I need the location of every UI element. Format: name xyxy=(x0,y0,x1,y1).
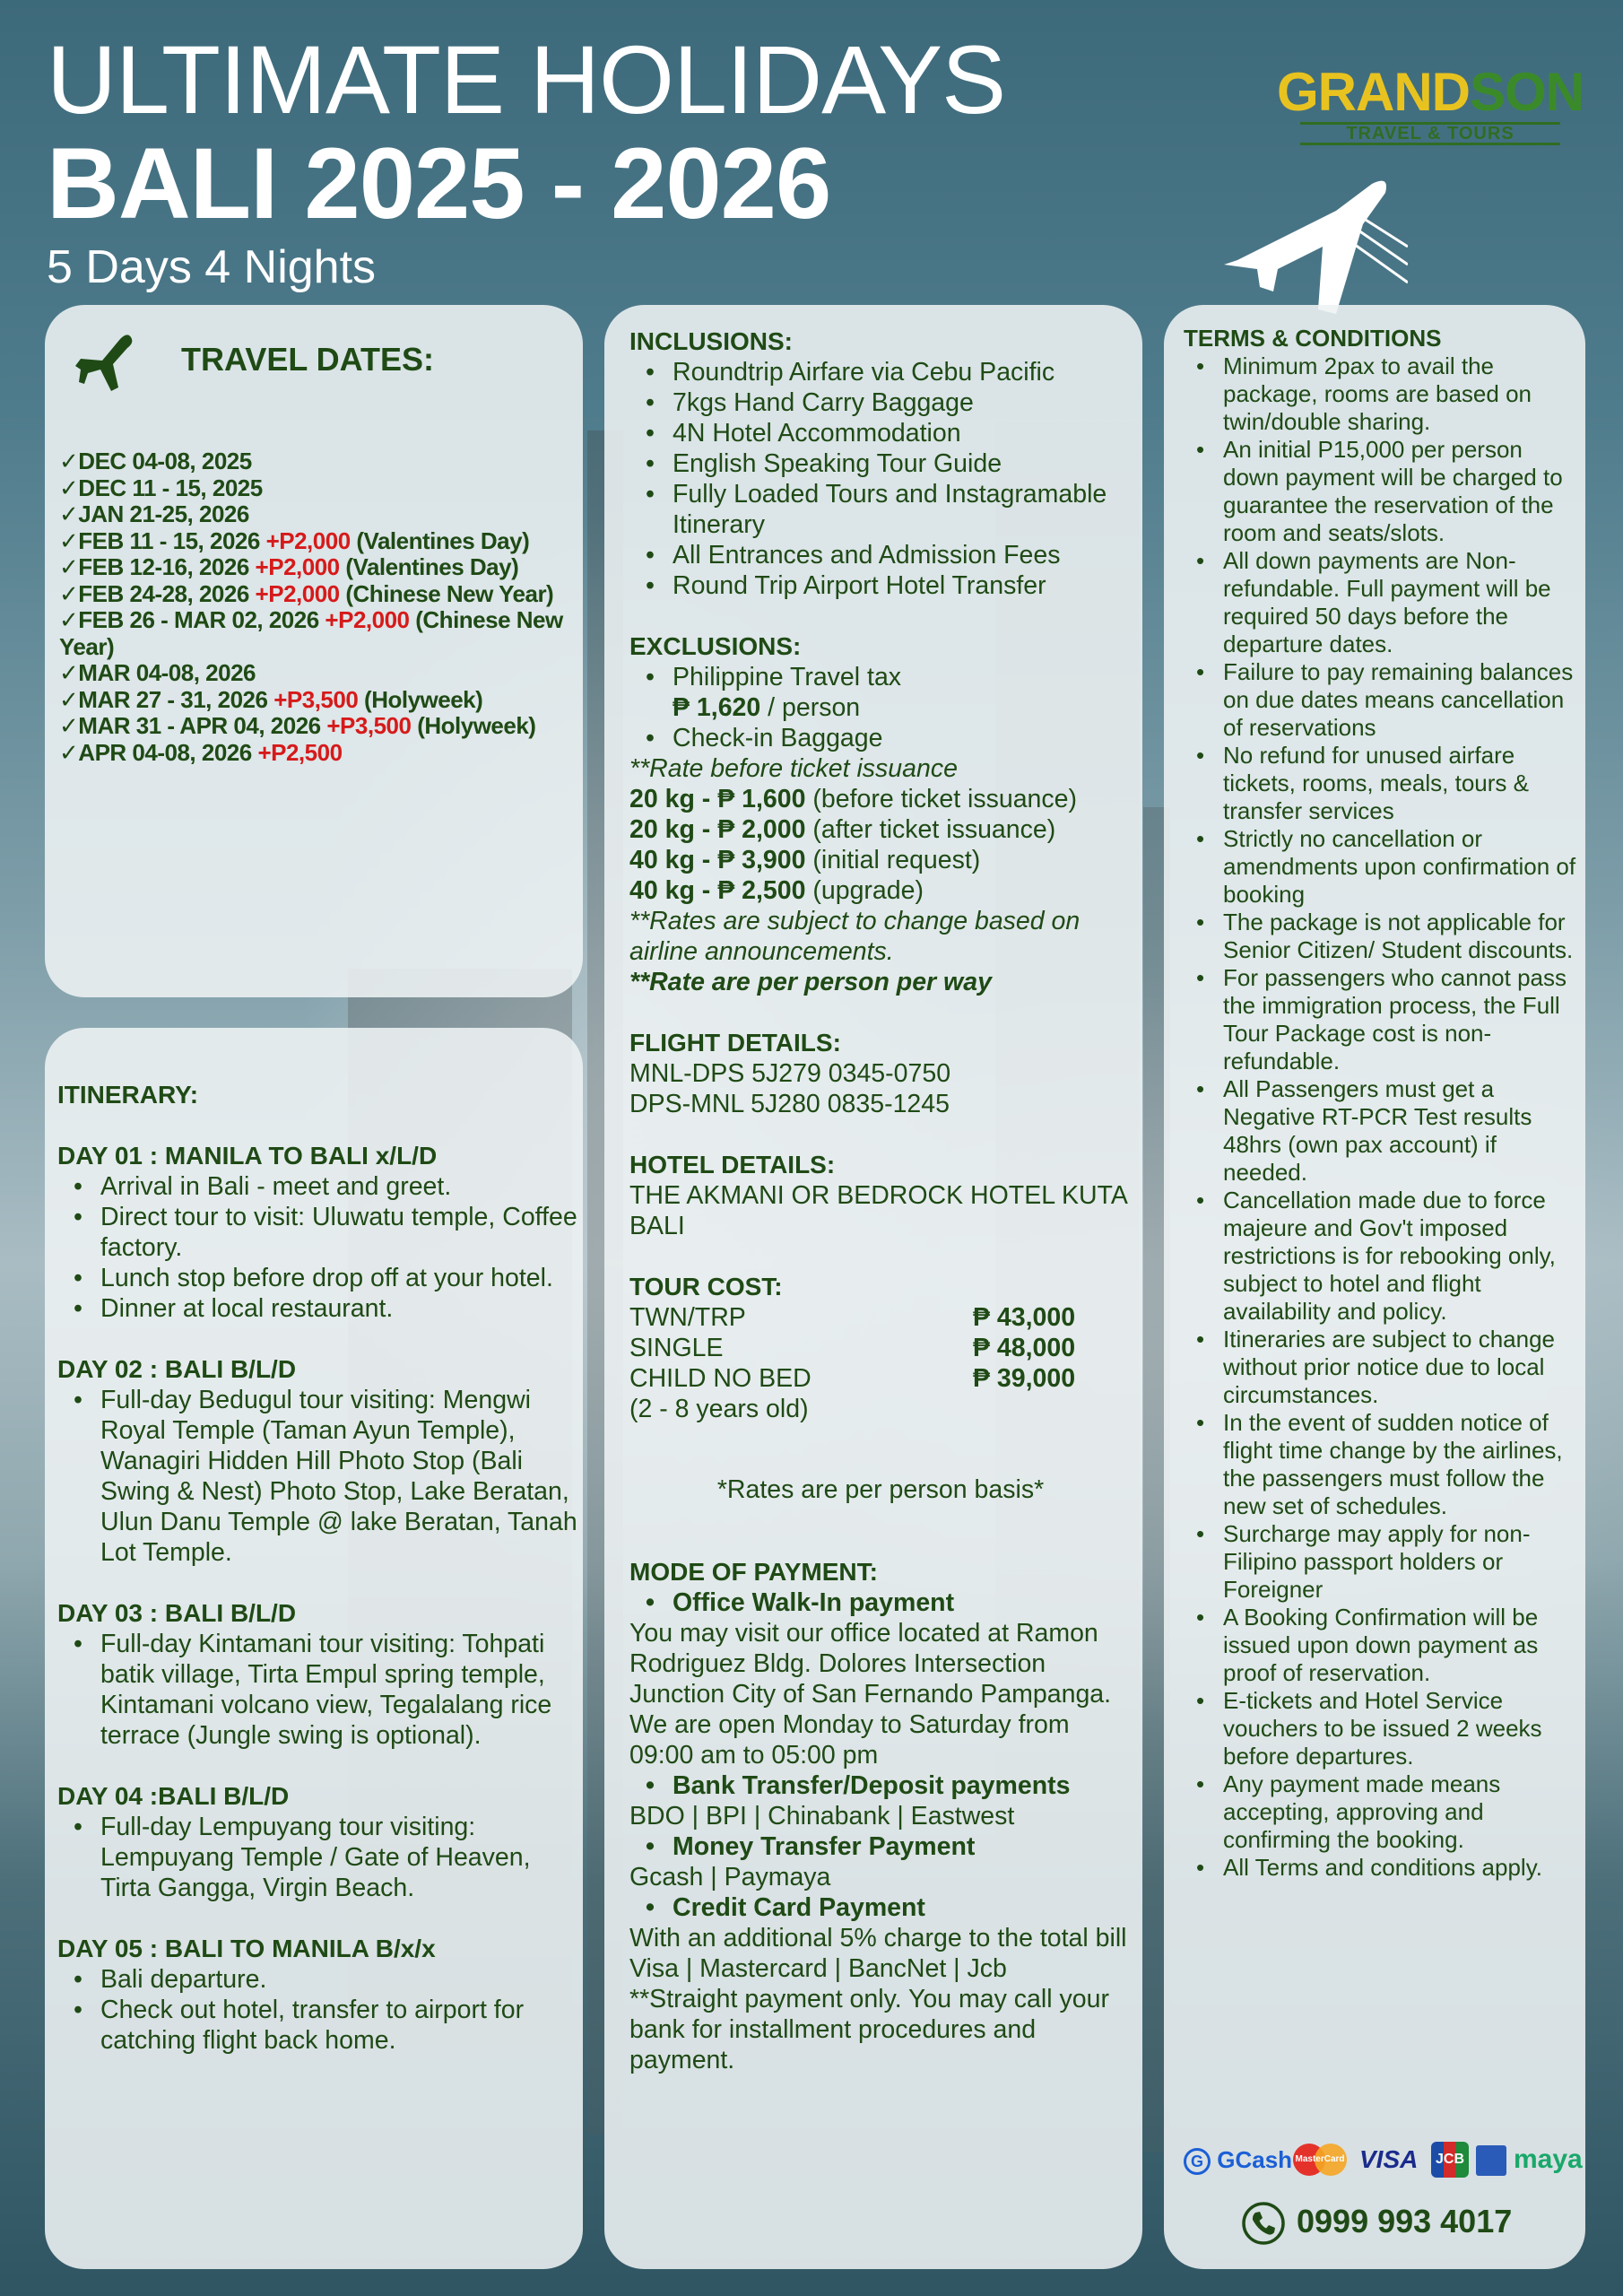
travel-dates-title: TRAVEL DATES: xyxy=(181,341,435,378)
contact-phone[interactable] xyxy=(1241,2197,1546,2246)
inclusions-title: INCLUSIONS: xyxy=(629,327,793,355)
travel-date: MAR 31 - APR 04, 2026 xyxy=(78,712,321,739)
per-way-note: **Rate are per person per way xyxy=(629,968,992,996)
hotel-title: HOTEL DETAILS: xyxy=(629,1151,836,1178)
travel-date-item xyxy=(59,713,579,740)
terms-item: • An initial P15,000 per person down payment will be charged to guarantee the reservation of the room and seats/slots. xyxy=(1184,436,1578,547)
inclusion-item: • 4N Hotel Accommodation xyxy=(629,418,1132,448)
itinerary-title: ITINERARY: xyxy=(57,1081,199,1109)
exclusions-title: EXCLUSIONS: xyxy=(629,632,802,660)
baggage-desc: (upgrade) xyxy=(805,876,924,905)
rates-basis-note: *Rates are per person basis* xyxy=(716,1475,1045,1504)
itinerary-item: • Full-day Kintamani tour visiting: Tohpati batik village, Tirta Empul spring temple, Kintamani volcano view, Tegalalang rice terrace (Jungle swing is optional). xyxy=(57,1629,577,1751)
payment-card-text: With an additional 5% charge to the total bill xyxy=(629,1924,1127,1952)
logo-brand-right: SON xyxy=(1469,62,1584,122)
phone-number: 0999 993 4017 xyxy=(1297,2203,1513,2239)
baggage-rates xyxy=(629,784,1132,906)
check-icon: ✓ xyxy=(59,579,79,607)
baggage-weight: 20 kg - ₱ 1,600 xyxy=(629,785,806,813)
baggage-weight: 40 kg - ₱ 2,500 xyxy=(629,876,806,905)
date-surcharge: +P3,500 xyxy=(273,685,359,713)
itinerary-item: • Full-day Lempuyang tour visiting: Lempuyang Temple / Gate of Heaven, Tirta Gangga, Virgin Beach. xyxy=(57,1812,577,1903)
itinerary-item: • Bali departure. xyxy=(57,1964,577,1995)
itinerary-day-list xyxy=(57,1964,577,2056)
itinerary-day-title: DAY 03 : BALI B/L/D xyxy=(57,1599,297,1627)
itinerary-section xyxy=(57,1080,577,2056)
check-icon: ✓ xyxy=(59,659,79,686)
date-note: (Chinese New Year) xyxy=(59,606,563,660)
jcb-logo: JCB xyxy=(1431,2142,1469,2178)
travel-date-item xyxy=(59,660,579,687)
terms-title: TERMS & CONDITIONS xyxy=(1184,325,1442,352)
check-icon: ✓ xyxy=(59,553,79,580)
travel-date: MAR 04-08, 2026 xyxy=(78,659,256,686)
exclusions-list xyxy=(629,662,1132,753)
baggage-rate xyxy=(629,845,1132,875)
date-surcharge: +P2,500 xyxy=(257,738,343,766)
flight-title: FLIGHT DETAILS: xyxy=(629,1029,841,1057)
travel-date-item xyxy=(59,448,579,475)
travel-dates-header xyxy=(75,328,560,400)
payment-money-title: • Money Transfer Payment xyxy=(629,1831,1132,1862)
travel-date: FEB 26 - MAR 02, 2026 xyxy=(78,606,319,633)
check-icon: ✓ xyxy=(59,448,79,474)
date-note: (Valentines Day) xyxy=(356,526,530,554)
check-icon: ✓ xyxy=(59,685,79,713)
check-icon: ✓ xyxy=(59,606,79,633)
itinerary-day-list xyxy=(57,1812,577,1903)
travel-date: FEB 11 - 15, 2026 xyxy=(78,526,260,554)
inclusion-item: • All Entrances and Admission Fees xyxy=(629,540,1132,570)
travel-date: DEC 11 - 15, 2025 xyxy=(78,474,263,501)
flight-line: DPS-MNL 5J280 0835-1245 xyxy=(629,1090,950,1118)
payment-office-title: • Office Walk-In payment xyxy=(629,1587,1132,1618)
spacer xyxy=(57,1751,577,1781)
terms-list xyxy=(1184,352,1578,1882)
baggage-weight: 40 kg - ₱ 3,900 xyxy=(629,846,806,874)
payment-card-note: **Straight payment only. You may call your bank for installment procedures and payment. xyxy=(629,1985,1109,2074)
travel-date: FEB 12-16, 2026 xyxy=(78,553,249,580)
itinerary-item: • Check out hotel, transfer to airport for catching flight back home. xyxy=(57,1995,577,2056)
baggage-desc: (after ticket issuance) xyxy=(805,815,1056,844)
spacer xyxy=(57,1568,577,1598)
baggage-rate xyxy=(629,875,1132,906)
date-note: (Chinese New Year) xyxy=(345,579,554,607)
baggage-desc: (initial request) xyxy=(805,846,981,874)
spacer xyxy=(57,1903,577,1934)
tax-amount: ₱ 1,620 xyxy=(673,693,761,722)
travel-dates-list xyxy=(59,448,579,766)
terms-item: • All Passengers must get a Negative RT-PCR Test results 48hrs (own pax account) if needed. xyxy=(1184,1075,1578,1187)
terms-item: • Minimum 2pax to avail the package, rooms are based on twin/double sharing. xyxy=(1184,352,1578,436)
cost-row: CHILD NO BED ₱ 39,000 xyxy=(629,1364,1076,1393)
child-age: (2 - 8 years old) xyxy=(629,1395,809,1423)
travel-date-item xyxy=(59,740,579,767)
date-surcharge: +P2,000 xyxy=(255,553,340,580)
mastercard-logo: MasterCard xyxy=(1293,2142,1350,2178)
terms-item: • Itineraries are subject to change without prior notice due to local circumstances. xyxy=(1184,1326,1578,1409)
itinerary-day-list xyxy=(57,1385,577,1568)
gcash-logo: G GCash xyxy=(1184,2142,1292,2178)
travel-date-item xyxy=(59,687,579,714)
bancnet-logo xyxy=(1476,2145,1506,2176)
check-icon: ✓ xyxy=(59,474,79,501)
itinerary-days xyxy=(57,1141,577,2056)
inclusion-item: • Roundtrip Airfare via Cebu Pacific xyxy=(629,357,1132,387)
duration-text: 5 Days 4 Nights xyxy=(47,241,377,293)
spacer xyxy=(57,1324,577,1354)
terms-item: • No refund for unused airfare tickets, rooms, meals, tours & transfer services xyxy=(1184,742,1578,825)
terms-item: • E-tickets and Hotel Service vouchers to be issued 2 weeks before departures. xyxy=(1184,1687,1578,1770)
cost-row: SINGLE ₱ 48,000 xyxy=(629,1334,1076,1362)
details-section xyxy=(629,326,1132,2075)
payment-card-brands: Visa | Mastercard | BancNet | Jcb xyxy=(629,1954,1007,1983)
itinerary-item: • Direct tour to visit: Uluwatu temple, Coffee factory. xyxy=(57,1202,577,1263)
payment-money-text: Gcash | Paymaya xyxy=(629,1863,831,1892)
exclusion-checkin-baggage: • Check-in Baggage xyxy=(629,723,1132,753)
logo-brand-left: GRAND xyxy=(1276,62,1470,122)
phone-icon xyxy=(1241,2201,1286,2246)
date-surcharge: +P2,000 xyxy=(255,579,340,607)
flight-line: MNL-DPS 5J279 0345-0750 xyxy=(629,1059,951,1088)
page-title: ULTIMATE HOLIDAYS xyxy=(47,25,1006,134)
payment-office-text: You may visit our office located at Ramon Rodriguez Bldg. Dolores Intersection Junction City of San Fernando Pampanga. We are open Monday to Saturday from 09:00 am to 05:00 pm xyxy=(629,1619,1112,1770)
travel-date-item xyxy=(59,501,579,528)
grandson-logo xyxy=(1273,52,1587,151)
airplane-icon xyxy=(75,328,149,393)
visa-logo: VISA xyxy=(1359,2145,1419,2173)
itinerary-item: • Arrival in Bali - meet and greet. xyxy=(57,1171,577,1202)
logo-tagline: TRAVEL & TOURS xyxy=(1300,122,1560,145)
hotel-name: THE AKMANI OR BEDROCK HOTEL KUTA BALI xyxy=(629,1181,1127,1240)
terms-item: • In the event of sudden notice of flight time change by the airlines, the passengers must follow the new set of schedules. xyxy=(1184,1409,1578,1520)
travel-date-item xyxy=(59,607,579,660)
terms-item: • Cancellation made due to force majeure and Gov't imposed restrictions is for rebooking only, subject to hotel and flight availability and policy. xyxy=(1184,1187,1578,1326)
tour-cost-title: TOUR COST: xyxy=(629,1273,783,1300)
payment-card-title: • Credit Card Payment xyxy=(629,1892,1132,1923)
travel-date-item xyxy=(59,581,579,608)
date-surcharge: +P2,000 xyxy=(265,526,351,554)
itinerary-day-list xyxy=(57,1629,577,1751)
itinerary-item: • Lunch stop before drop off at your hotel. xyxy=(57,1263,577,1293)
travel-dates-card xyxy=(45,305,583,997)
terms-item: • For passengers who cannot pass the immigration process, the Full Tour Package cost is non-refundable. xyxy=(1184,964,1578,1075)
page-subtitle: BALI 2025 - 2026 xyxy=(47,127,831,239)
date-surcharge: +P3,500 xyxy=(326,712,412,739)
travel-date: DEC 04-08, 2025 xyxy=(78,448,252,474)
payment-bank-text: BDO | BPI | Chinabank | Eastwest xyxy=(629,1802,1015,1831)
check-icon: ✓ xyxy=(59,500,79,527)
itinerary-day-title: DAY 01 : MANILA TO BALI x/L/D xyxy=(57,1142,438,1170)
itinerary-item: • Dinner at local restaurant. xyxy=(57,1293,577,1324)
maya-logo: maya xyxy=(1514,2144,1583,2174)
payment-title: MODE OF PAYMENT: xyxy=(629,1558,878,1586)
date-note: (Valentines Day) xyxy=(345,553,519,580)
travel-date: JAN 21-25, 2026 xyxy=(78,500,249,527)
travel-date: APR 04-08, 2026 xyxy=(78,738,252,766)
baggage-rate xyxy=(629,814,1132,845)
itinerary-day-title: DAY 04 :BALI B/L/D xyxy=(57,1782,290,1810)
itinerary-day-list xyxy=(57,1171,577,1324)
baggage-weight: 20 kg - ₱ 2,000 xyxy=(629,815,806,844)
date-note: (Holyweek) xyxy=(364,685,483,713)
baggage-desc: (before ticket issuance) xyxy=(805,785,1078,813)
itinerary-day-title: DAY 05 : BALI TO MANILA B/x/x xyxy=(57,1935,436,1962)
terms-item: • The package is not applicable for Senior Citizen/ Student discounts. xyxy=(1184,909,1578,964)
itinerary-day-title: DAY 02 : BALI B/L/D xyxy=(57,1355,297,1383)
terms-item: • Surcharge may apply for non-Filipino passport holders or Foreigner xyxy=(1184,1520,1578,1604)
check-icon: ✓ xyxy=(59,712,79,739)
terms-item: • Strictly no cancellation or amendments upon confirmation of booking xyxy=(1184,825,1578,909)
cost-row: TWN/TRP ₱ 43,000 xyxy=(629,1303,1076,1332)
change-note: **Rates are subject to change based on airline announcements. xyxy=(629,907,1081,966)
travel-date-item xyxy=(59,528,579,555)
terms-section xyxy=(1184,325,1578,1882)
rate-note: **Rate before ticket issuance xyxy=(629,754,958,783)
travel-date-item xyxy=(59,475,579,502)
terms-item: • Failure to pay remaining balances on due dates means cancellation of reservations xyxy=(1184,658,1578,742)
travel-date-item xyxy=(59,554,579,581)
inclusion-item: • Fully Loaded Tours and Instagramable Itinerary xyxy=(629,479,1132,540)
terms-item: • Any payment made means accepting, approving and confirming the booking. xyxy=(1184,1770,1578,1854)
inclusions-list xyxy=(629,357,1132,601)
baggage-rate xyxy=(629,784,1132,814)
date-surcharge: +P2,000 xyxy=(325,606,410,633)
inclusion-item: • Round Trip Airport Hotel Transfer xyxy=(629,570,1132,601)
airplane-icon xyxy=(1202,161,1408,314)
tax-unit: / person xyxy=(760,693,861,722)
travel-date: FEB 24-28, 2026 xyxy=(78,579,249,607)
exclusion-travel-tax: • Philippine Travel tax ₱ 1,620 / person xyxy=(629,662,1132,723)
itinerary-item: • Full-day Bedugul tour visiting: Mengwi Royal Temple (Taman Ayun Temple), Wanagiri Hidden Hill Photo Stop (Bali Swing & Nest) Photo Stop, Lake Beratan, Ulun Danu Temple @ lake Beratan, Tanah Lot Temple. xyxy=(57,1385,577,1568)
check-icon: ✓ xyxy=(59,738,79,766)
terms-item: • All down payments are Non-refundable. Full payment will be required 50 days before the departure dates. xyxy=(1184,547,1578,658)
terms-item: • All Terms and conditions apply. xyxy=(1184,1854,1578,1882)
inclusion-item: • English Speaking Tour Guide xyxy=(629,448,1132,479)
inclusion-item: • 7kgs Hand Carry Baggage xyxy=(629,387,1132,418)
date-note: (Holyweek) xyxy=(417,712,536,739)
payment-bank-title: • Bank Transfer/Deposit payments xyxy=(629,1770,1132,1801)
terms-item: • A Booking Confirmation will be issued upon down payment as proof of reservation. xyxy=(1184,1604,1578,1687)
payment-logos xyxy=(1184,2142,1583,2178)
check-icon: ✓ xyxy=(59,526,79,554)
travel-date: MAR 27 - 31, 2026 xyxy=(78,685,268,713)
